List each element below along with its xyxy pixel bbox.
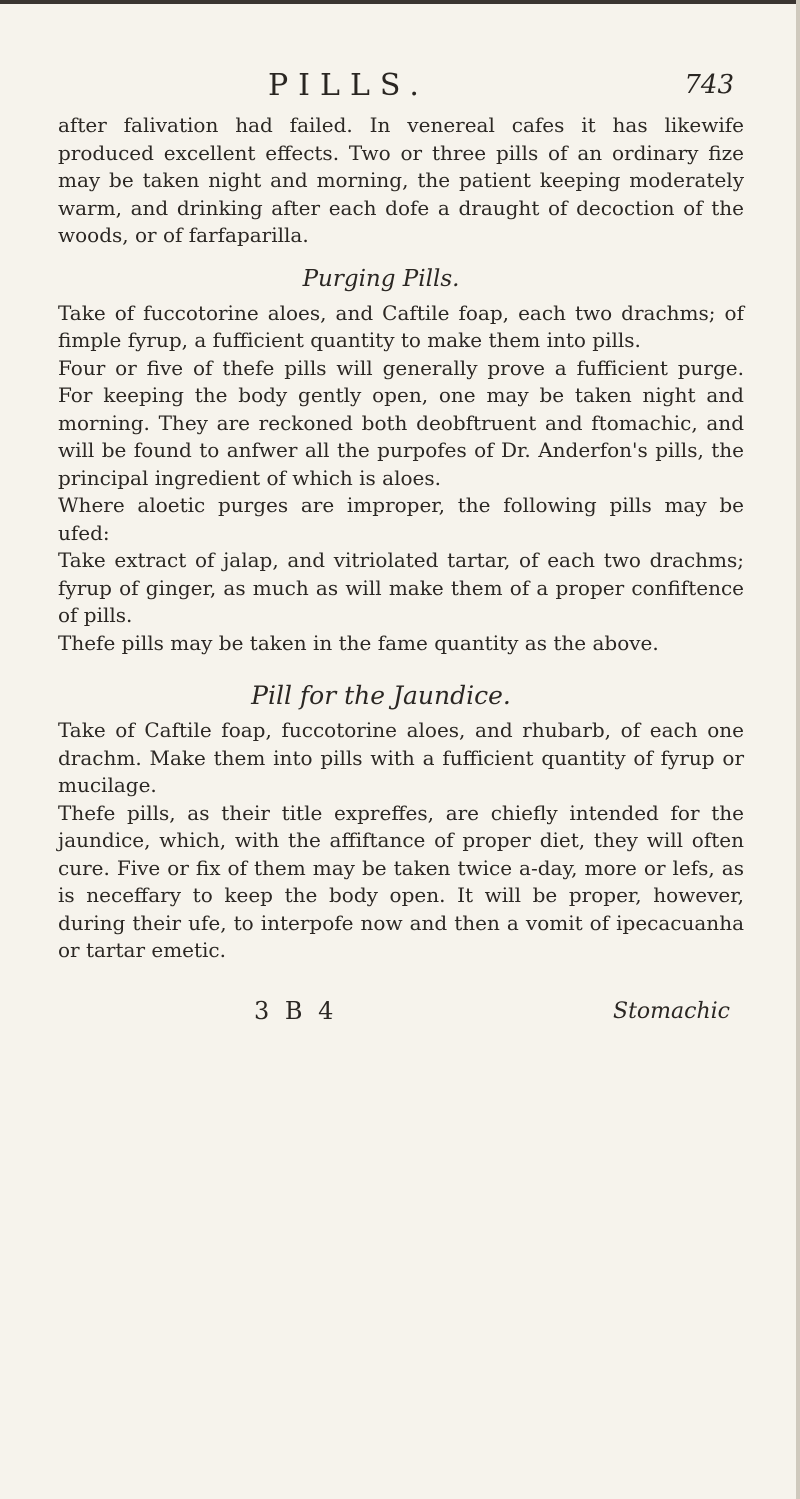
purging-dosage-paragraph: Four or five of thefe pills will generally prove a fufficient purge. For keeping the body gently open, one may be taken night and morning. They are reckoned both deobftruent and ftomachic, and will be found to anfwer all the purpofes of Dr. Anderfon's pills, the principal ingredient of which is aloes. — [58, 355, 744, 490]
purging-alternative-intro: Where aloetic purges are improper, the following pills may be ufed: — [58, 493, 744, 545]
running-title: PILLS. — [268, 68, 429, 103]
section-heading-jaundice-pill: Pill for the Jaundice. — [251, 681, 511, 710]
jaundice-recipe-paragraph: Take of Caftile foap, fuccotorine aloes, and rhubarb, of each one drachm. Make them into pills with a fufficient quantity of fyrup or mucilage. — [58, 718, 744, 797]
running-head — [58, 68, 744, 112]
paragraph-continuation: after falivation had failed. In venereal cafes it has likewife produced excellent effects. Two or three pills of an ordinary fize may be taken night and morning, the patient keeping moderately warm, and drinking after each dofe a draught of decoction of the woods, or of farfaparilla. — [58, 113, 744, 247]
printer-signature-mark: 3 B 4 — [254, 996, 338, 1025]
catchword: Stomachic — [613, 998, 730, 1024]
purging-alternative-dosage: Thefe pills may be taken in the fame quantity as the above. — [58, 630, 659, 655]
top-border-rule — [0, 0, 800, 4]
book-page — [58, 68, 744, 1037]
purging-alternative-recipe: Take extract of jalap, and vitriolated tartar, of each two drachms; fyrup of ginger, as much as will make them of a proper confiftence of pills. — [58, 548, 744, 627]
purging-recipe-paragraph: Take of fuccotorine aloes, and Caftile foap, each two drachms; of fimple fyrup, a fufficient quantity to make them into pills. — [58, 300, 744, 352]
section-heading-purging-pills: Purging Pills. — [302, 265, 460, 292]
page-number: 743 — [684, 70, 734, 100]
footer-line — [58, 997, 744, 1037]
jaundice-usage-paragraph: Thefe pills, as their title expreffes, are chiefly intended for the jaundice, which, with the affiftance of proper diet, they will often cure. Five or fix of them may be taken twice a-day, more or lefs, as is neceffary to keep the body open. It will be proper, however, during their ufe, to interpofe now and then a vomit of ipecacuanha or tartar emetic. — [58, 800, 744, 962]
page-edge — [796, 0, 800, 1499]
